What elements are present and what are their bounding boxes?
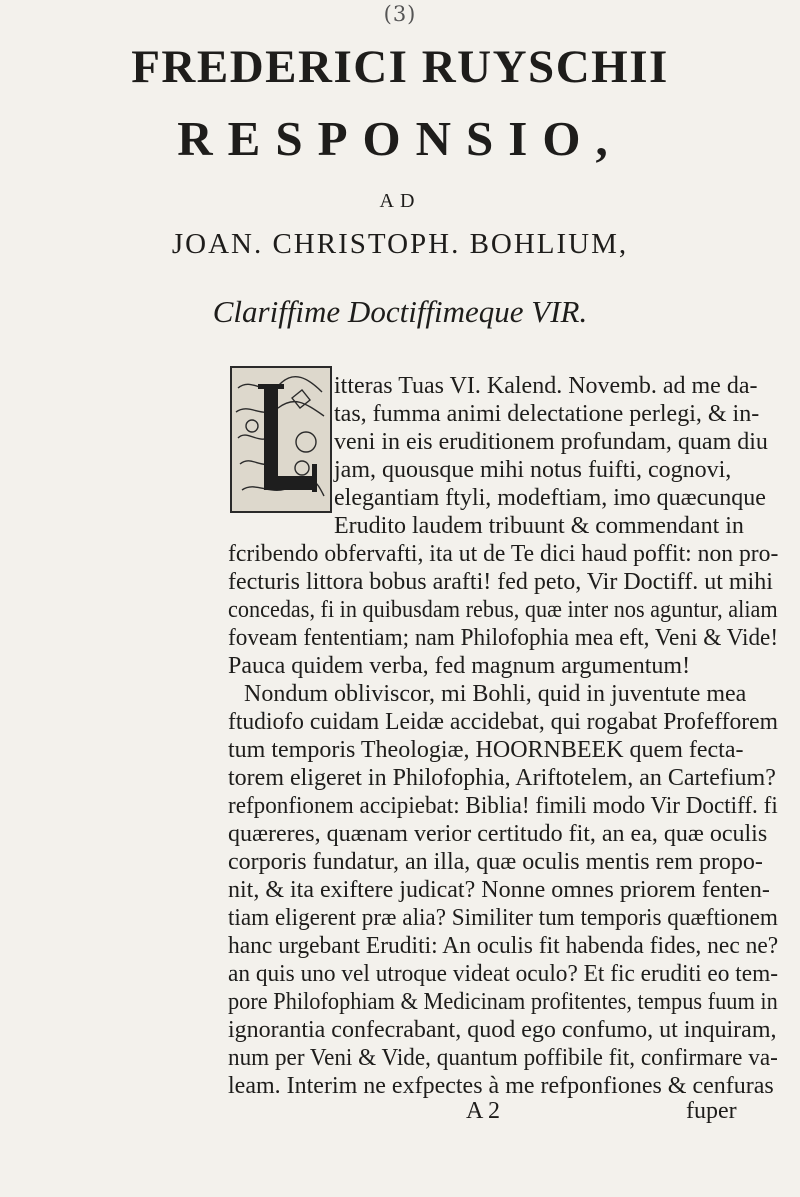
signature-mark: A 2: [466, 1098, 501, 1124]
addressee: JOAN. CHRISTOPH. BOHLIUM,: [171, 228, 629, 260]
text-line: hanc urgebant Eruditi: An oculis fit habenda fides, nec ne?: [228, 933, 779, 959]
author-title: FREDERICI RUYSCHII: [131, 41, 669, 93]
catchword: fuper: [686, 1098, 737, 1124]
text-line: itteras Tuas VI. Kalend. Novemb. ad me da-: [334, 373, 758, 399]
text-line: tum temporis Theologiæ, HOORNBEEK quem fecta-: [228, 737, 744, 763]
text-line: leam. Interim ne exfpectes à me refponfiones & cenfuras: [228, 1073, 774, 1099]
text-line: tas, fumma animi delectatione perlegi, & in-: [334, 401, 760, 427]
salutation: Clariffime Doctiffimeque VIR.: [212, 294, 588, 329]
text-line: elegantiam ftyli, modeftiam, imo quæcunque: [334, 485, 766, 511]
text-line: torem eligeret in Philofophia, Ariftotelem, an Cartefium?: [228, 765, 776, 791]
text-line: nit, & ita exiftere judicat? Nonne omnes priorem fenten-: [228, 877, 770, 903]
text-line: tiam eligerent præ alia? Similiter tum temporis quæftionem: [228, 905, 778, 931]
text-line: jam, quousque mihi notus fuifti, cognovi,: [334, 457, 732, 483]
text-line: quæreres, quænam verior certitudo fit, an ea, quæ oculis: [228, 821, 768, 847]
text-line: ignorantia confecrabant, quod ego confumo, ut inquiram,: [228, 1017, 777, 1043]
text-line: Erudito laudem tribuunt & commendant in: [334, 513, 744, 539]
text-line: concedas, fi in quibusdam rebus, quæ inter nos aguntur, aliam: [228, 597, 778, 623]
text-line: num per Veni & Vide, quantum poffibile fit, confirmare va-: [228, 1045, 778, 1071]
main-title: RESPONSIO,: [177, 111, 623, 166]
text-line: fcribendo obfervafti, ita ut de Te dici haud poffit: non pro-: [228, 541, 779, 567]
text-line: Pauca quidem verba, fed magnum argumentum!: [228, 653, 691, 679]
text-line: fecturis littora bobus arafti! fed peto, Vir Doctiff. ut mihi: [228, 569, 773, 595]
preposition-ad: AD: [379, 190, 421, 212]
text-line: pore Philofophiam & Medicinam profitentes, tempus fuum in: [228, 989, 778, 1015]
text-line: veni in eis eruditionem profundam, quam diu: [334, 429, 768, 455]
text-line: refponfionem accipiebat: Biblia! fimili modo Vir Doctiff. fi: [228, 793, 778, 819]
text-line: ftudiofo cuidam Leidæ accidebat, qui rogabat Profefforem: [228, 709, 778, 735]
text-line: corporis fundatur, an illa, quæ oculis mentis rem propo-: [228, 849, 763, 875]
text-line: Nondum obliviscor, mi Bohli, quid in juventute mea: [244, 681, 747, 707]
page-number: (3): [383, 2, 417, 26]
text-line: foveam fententiam; nam Philofophia mea eft, Veni & Vide!: [228, 625, 779, 651]
text-line: an quis uno vel utroque videat oculo? Et fic eruditi eo tem-: [228, 961, 778, 987]
ornamental-initial-l-icon: [230, 366, 332, 513]
